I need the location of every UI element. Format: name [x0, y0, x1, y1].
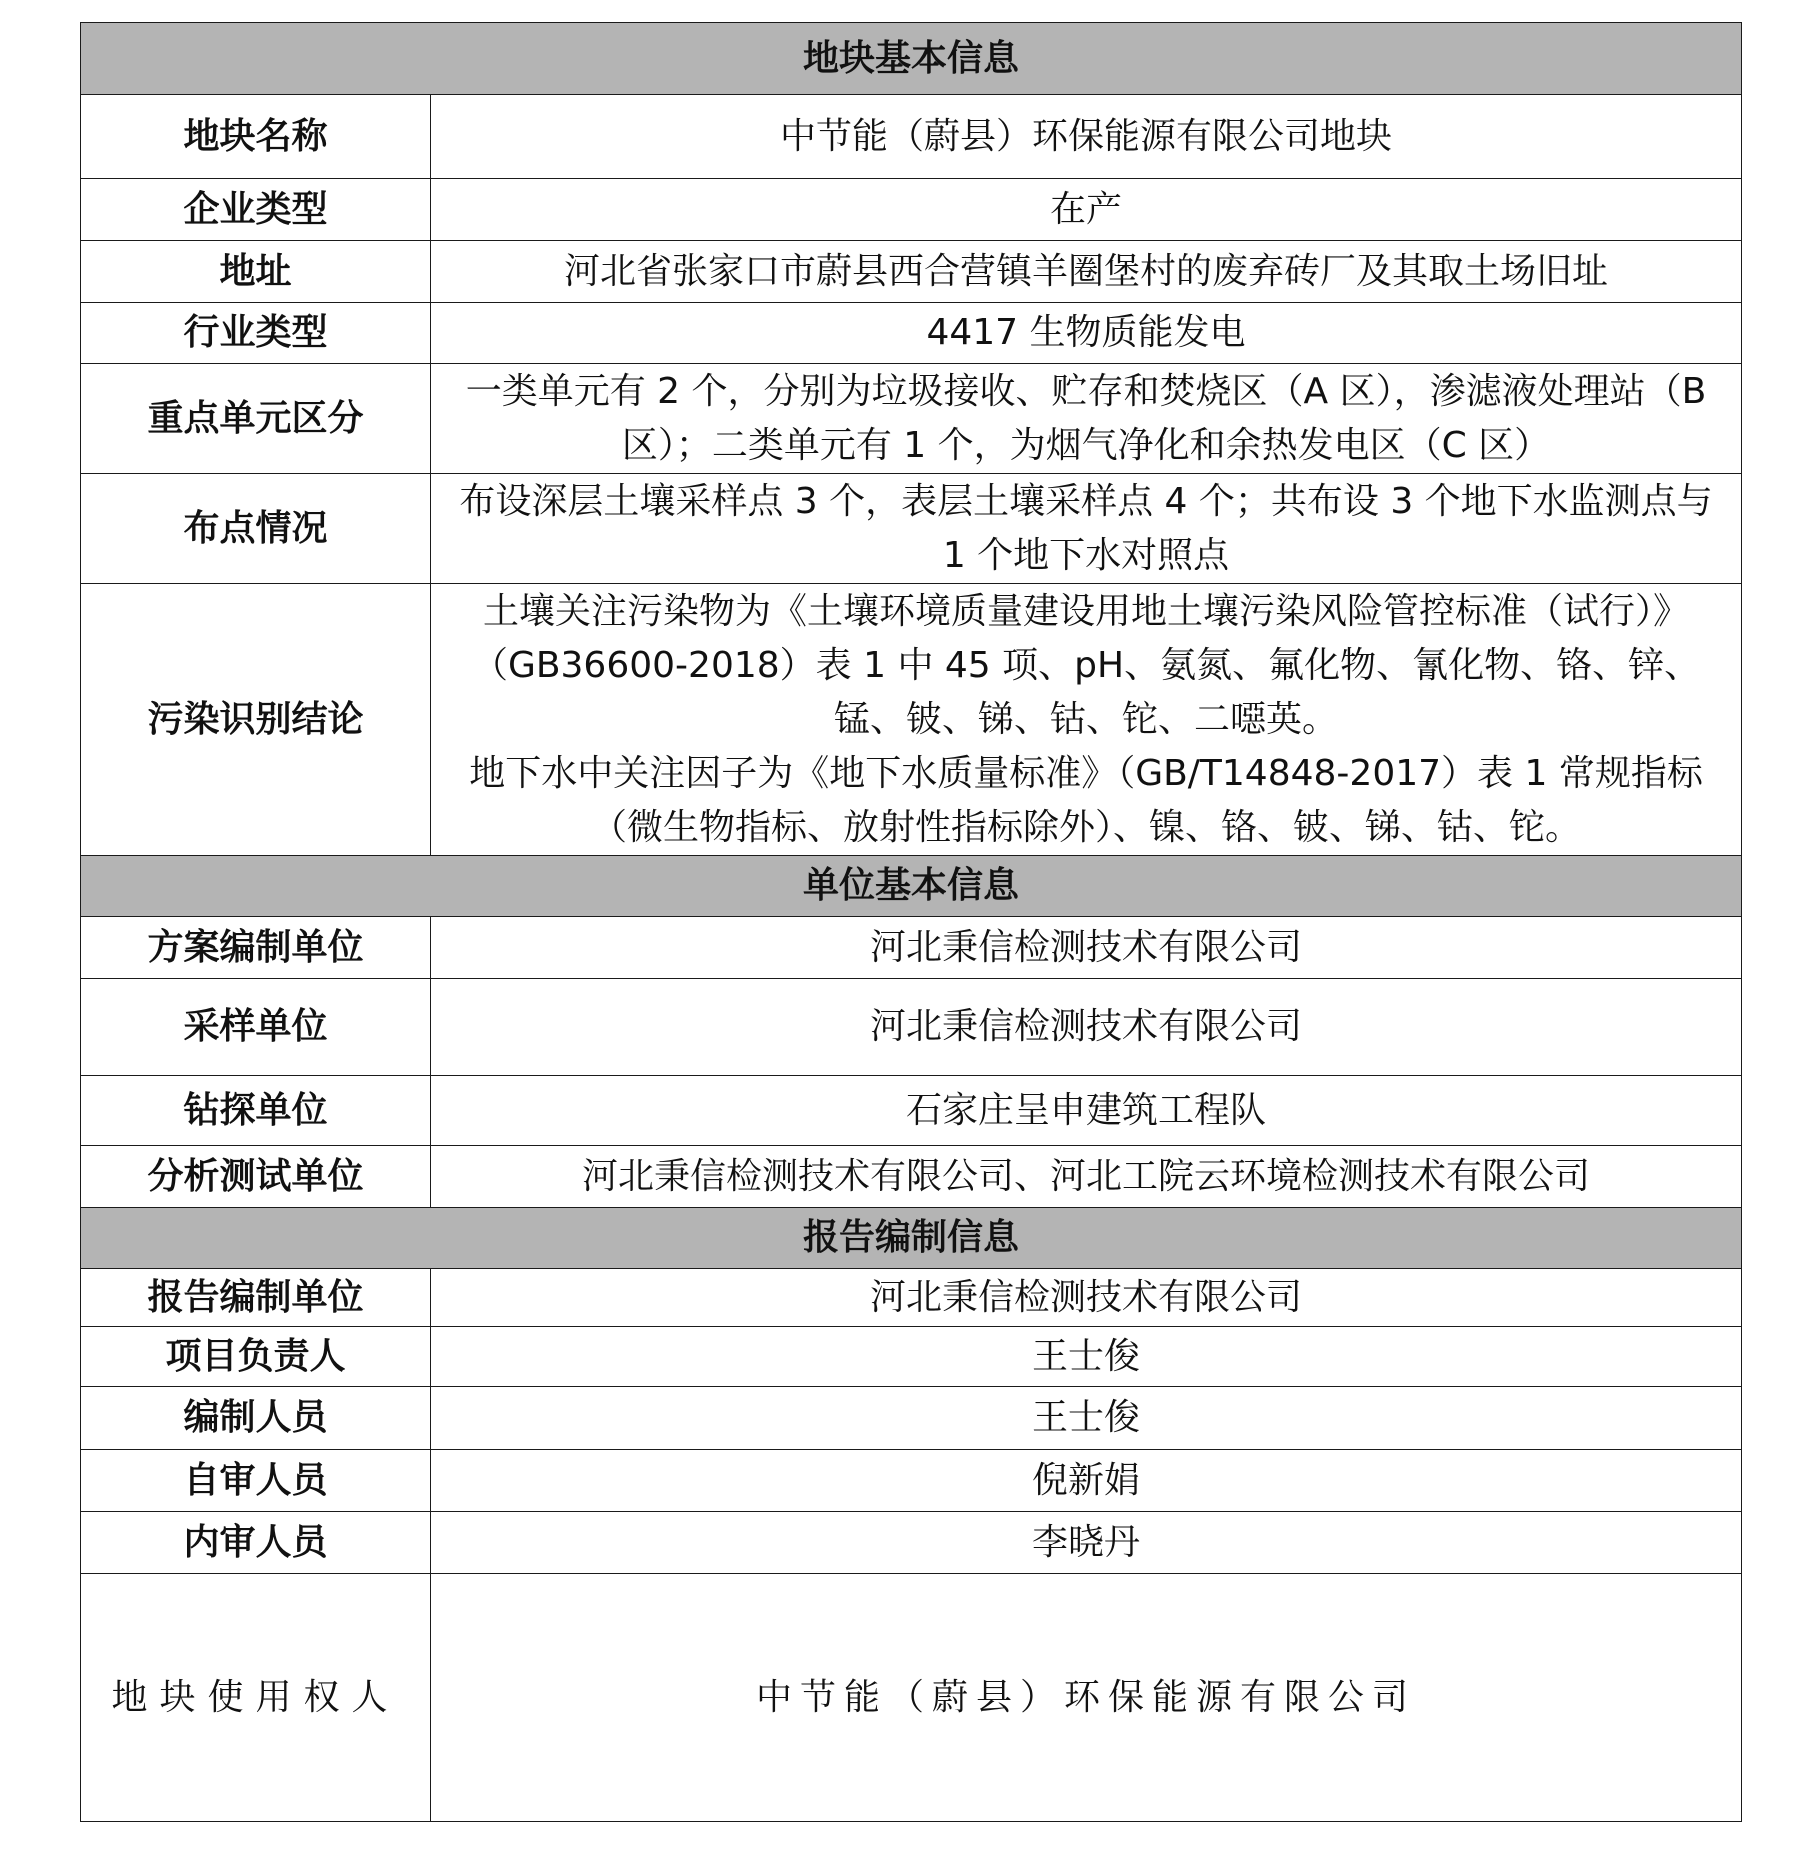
label-enterprise-type: 企业类型 — [81, 179, 431, 241]
label-industry: 行业类型 — [81, 303, 431, 364]
value-project-lead: 王士俊 — [431, 1327, 1742, 1387]
table-row — [81, 364, 1742, 474]
section-row — [81, 23, 1742, 95]
value-pollution — [431, 584, 1742, 856]
label-editor: 编制人员 — [81, 1387, 431, 1450]
value-site-name: 中节能（蔚县）环保能源有限公司地块 — [431, 95, 1742, 179]
value-editor: 王士俊 — [431, 1387, 1742, 1450]
label-project-lead: 项目负责人 — [81, 1327, 431, 1387]
value-key-units: 一类单元有 2 个，分别为垃圾接收、贮存和焚烧区（A 区），渗滤液处理站（B 区）；二类单元有 1 个，为烟气净化和余热发电区（C 区） — [431, 364, 1742, 474]
label-land-owner: 地块使用权人 — [81, 1574, 431, 1822]
table-row — [81, 1146, 1742, 1208]
table-row — [81, 917, 1742, 979]
value-drilling-unit: 石家庄呈申建筑工程队 — [431, 1076, 1742, 1146]
table-row — [81, 1450, 1742, 1512]
label-plan-unit: 方案编制单位 — [81, 917, 431, 979]
section-header-report: 报告编制信息 — [81, 1208, 1742, 1269]
table-row — [81, 1269, 1742, 1327]
value-self-review: 倪新娟 — [431, 1450, 1742, 1512]
table-row — [81, 584, 1742, 856]
value-enterprise-type: 在产 — [431, 179, 1742, 241]
value-plan-unit: 河北秉信检测技术有限公司 — [431, 917, 1742, 979]
label-internal-review: 内审人员 — [81, 1512, 431, 1574]
section-row — [81, 1208, 1742, 1269]
label-sampling-unit: 采样单位 — [81, 979, 431, 1076]
table-row — [81, 979, 1742, 1076]
label-self-review: 自审人员 — [81, 1450, 431, 1512]
value-industry: 4417 生物质能发电 — [431, 303, 1742, 364]
table-row — [81, 95, 1742, 179]
table-row — [81, 1574, 1742, 1822]
label-pollution: 污染识别结论 — [81, 584, 431, 856]
label-drilling-unit: 钻探单位 — [81, 1076, 431, 1146]
pollution-soil-text: 土壤关注污染物为《土壤环境质量建设用地土壤污染风险管控标准（试行）》（GB36600-2018）表 1 中 45 项、pH、氨氮、氟化物、氰化物、铬、锌、锰、铍、锑、钴、铊、二噁英。 — [471, 590, 1701, 740]
pollution-water-text: 地下水中关注因子为《地下水质量标准》（GB/T14848-2017）表 1 常规指标（微生物指标、放射性指标除外）、镍、铬、铍、锑、钴、铊。 — [469, 752, 1703, 848]
value-internal-review: 李晓丹 — [431, 1512, 1742, 1574]
table-row — [81, 474, 1742, 584]
value-address: 河北省张家口市蔚县西合营镇羊圈堡村的废弃砖厂及其取土场旧址 — [431, 241, 1742, 303]
label-report-org: 报告编制单位 — [81, 1269, 431, 1327]
value-land-owner: 中节能（蔚县）环保能源有限公司 — [431, 1574, 1742, 1822]
section-header-site: 地块基本信息 — [81, 23, 1742, 95]
table-row — [81, 179, 1742, 241]
label-layout: 布点情况 — [81, 474, 431, 584]
section-header-units: 单位基本信息 — [81, 856, 1742, 917]
site-info-table — [80, 22, 1742, 1822]
table-row — [81, 1327, 1742, 1387]
section-row — [81, 856, 1742, 917]
value-analysis-unit: 河北秉信检测技术有限公司、河北工院云环境检测技术有限公司 — [431, 1146, 1742, 1208]
table-row — [81, 1076, 1742, 1146]
label-site-name: 地块名称 — [81, 95, 431, 179]
table-row — [81, 303, 1742, 364]
value-layout: 布设深层土壤采样点 3 个，表层土壤采样点 4 个；共布设 3 个地下水监测点与 1 个地下水对照点 — [431, 474, 1742, 584]
table-row — [81, 1387, 1742, 1450]
label-key-units: 重点单元区分 — [81, 364, 431, 474]
label-analysis-unit: 分析测试单位 — [81, 1146, 431, 1208]
value-report-org: 河北秉信检测技术有限公司 — [431, 1269, 1742, 1327]
table-row — [81, 1512, 1742, 1574]
value-sampling-unit: 河北秉信检测技术有限公司 — [431, 979, 1742, 1076]
label-address: 地址 — [81, 241, 431, 303]
table-row — [81, 241, 1742, 303]
